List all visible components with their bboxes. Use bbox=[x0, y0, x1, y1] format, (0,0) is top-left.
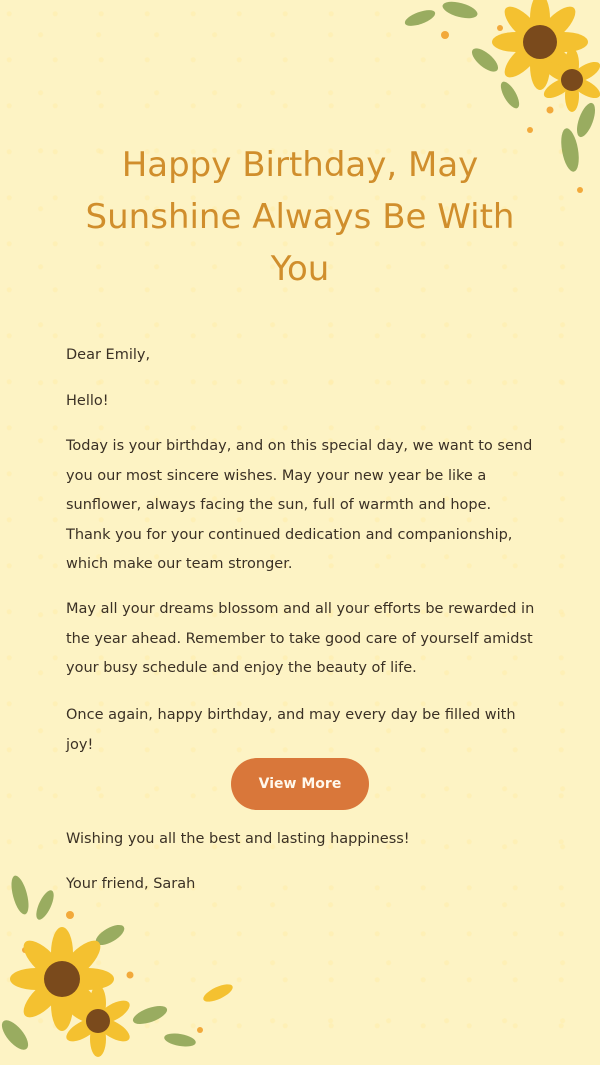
greeting-text: Dear Emily, bbox=[66, 347, 151, 363]
paragraph-once-again: Once again, happy birthday, and may every day be filled with joy! bbox=[66, 707, 516, 753]
paragraph-dreams: May all your dreams blossom and all your efforts be rewarded in the year ahead. Remember to take good care of yourself amidst your busy schedule and enjoy the beauty of life. bbox=[66, 601, 535, 676]
view-more-button[interactable]: View More bbox=[231, 758, 369, 810]
paragraph-birthday-wishes: Today is your birthday, and on this special day, we want to send you our most sincere wishes. May your new year be like a sunflower, always facing the sun, full of warmth and hope. Thank you for your continued dedication and companionship, which make our team stronger. bbox=[66, 438, 533, 572]
email-title: Happy Birthday, May Sunshine Always Be With You bbox=[85, 145, 515, 289]
signature-text: Your friend, Sarah bbox=[66, 876, 196, 892]
closing-text: Wishing you all the best and lasting happiness! bbox=[66, 831, 410, 847]
hello-text: Hello! bbox=[66, 393, 109, 409]
